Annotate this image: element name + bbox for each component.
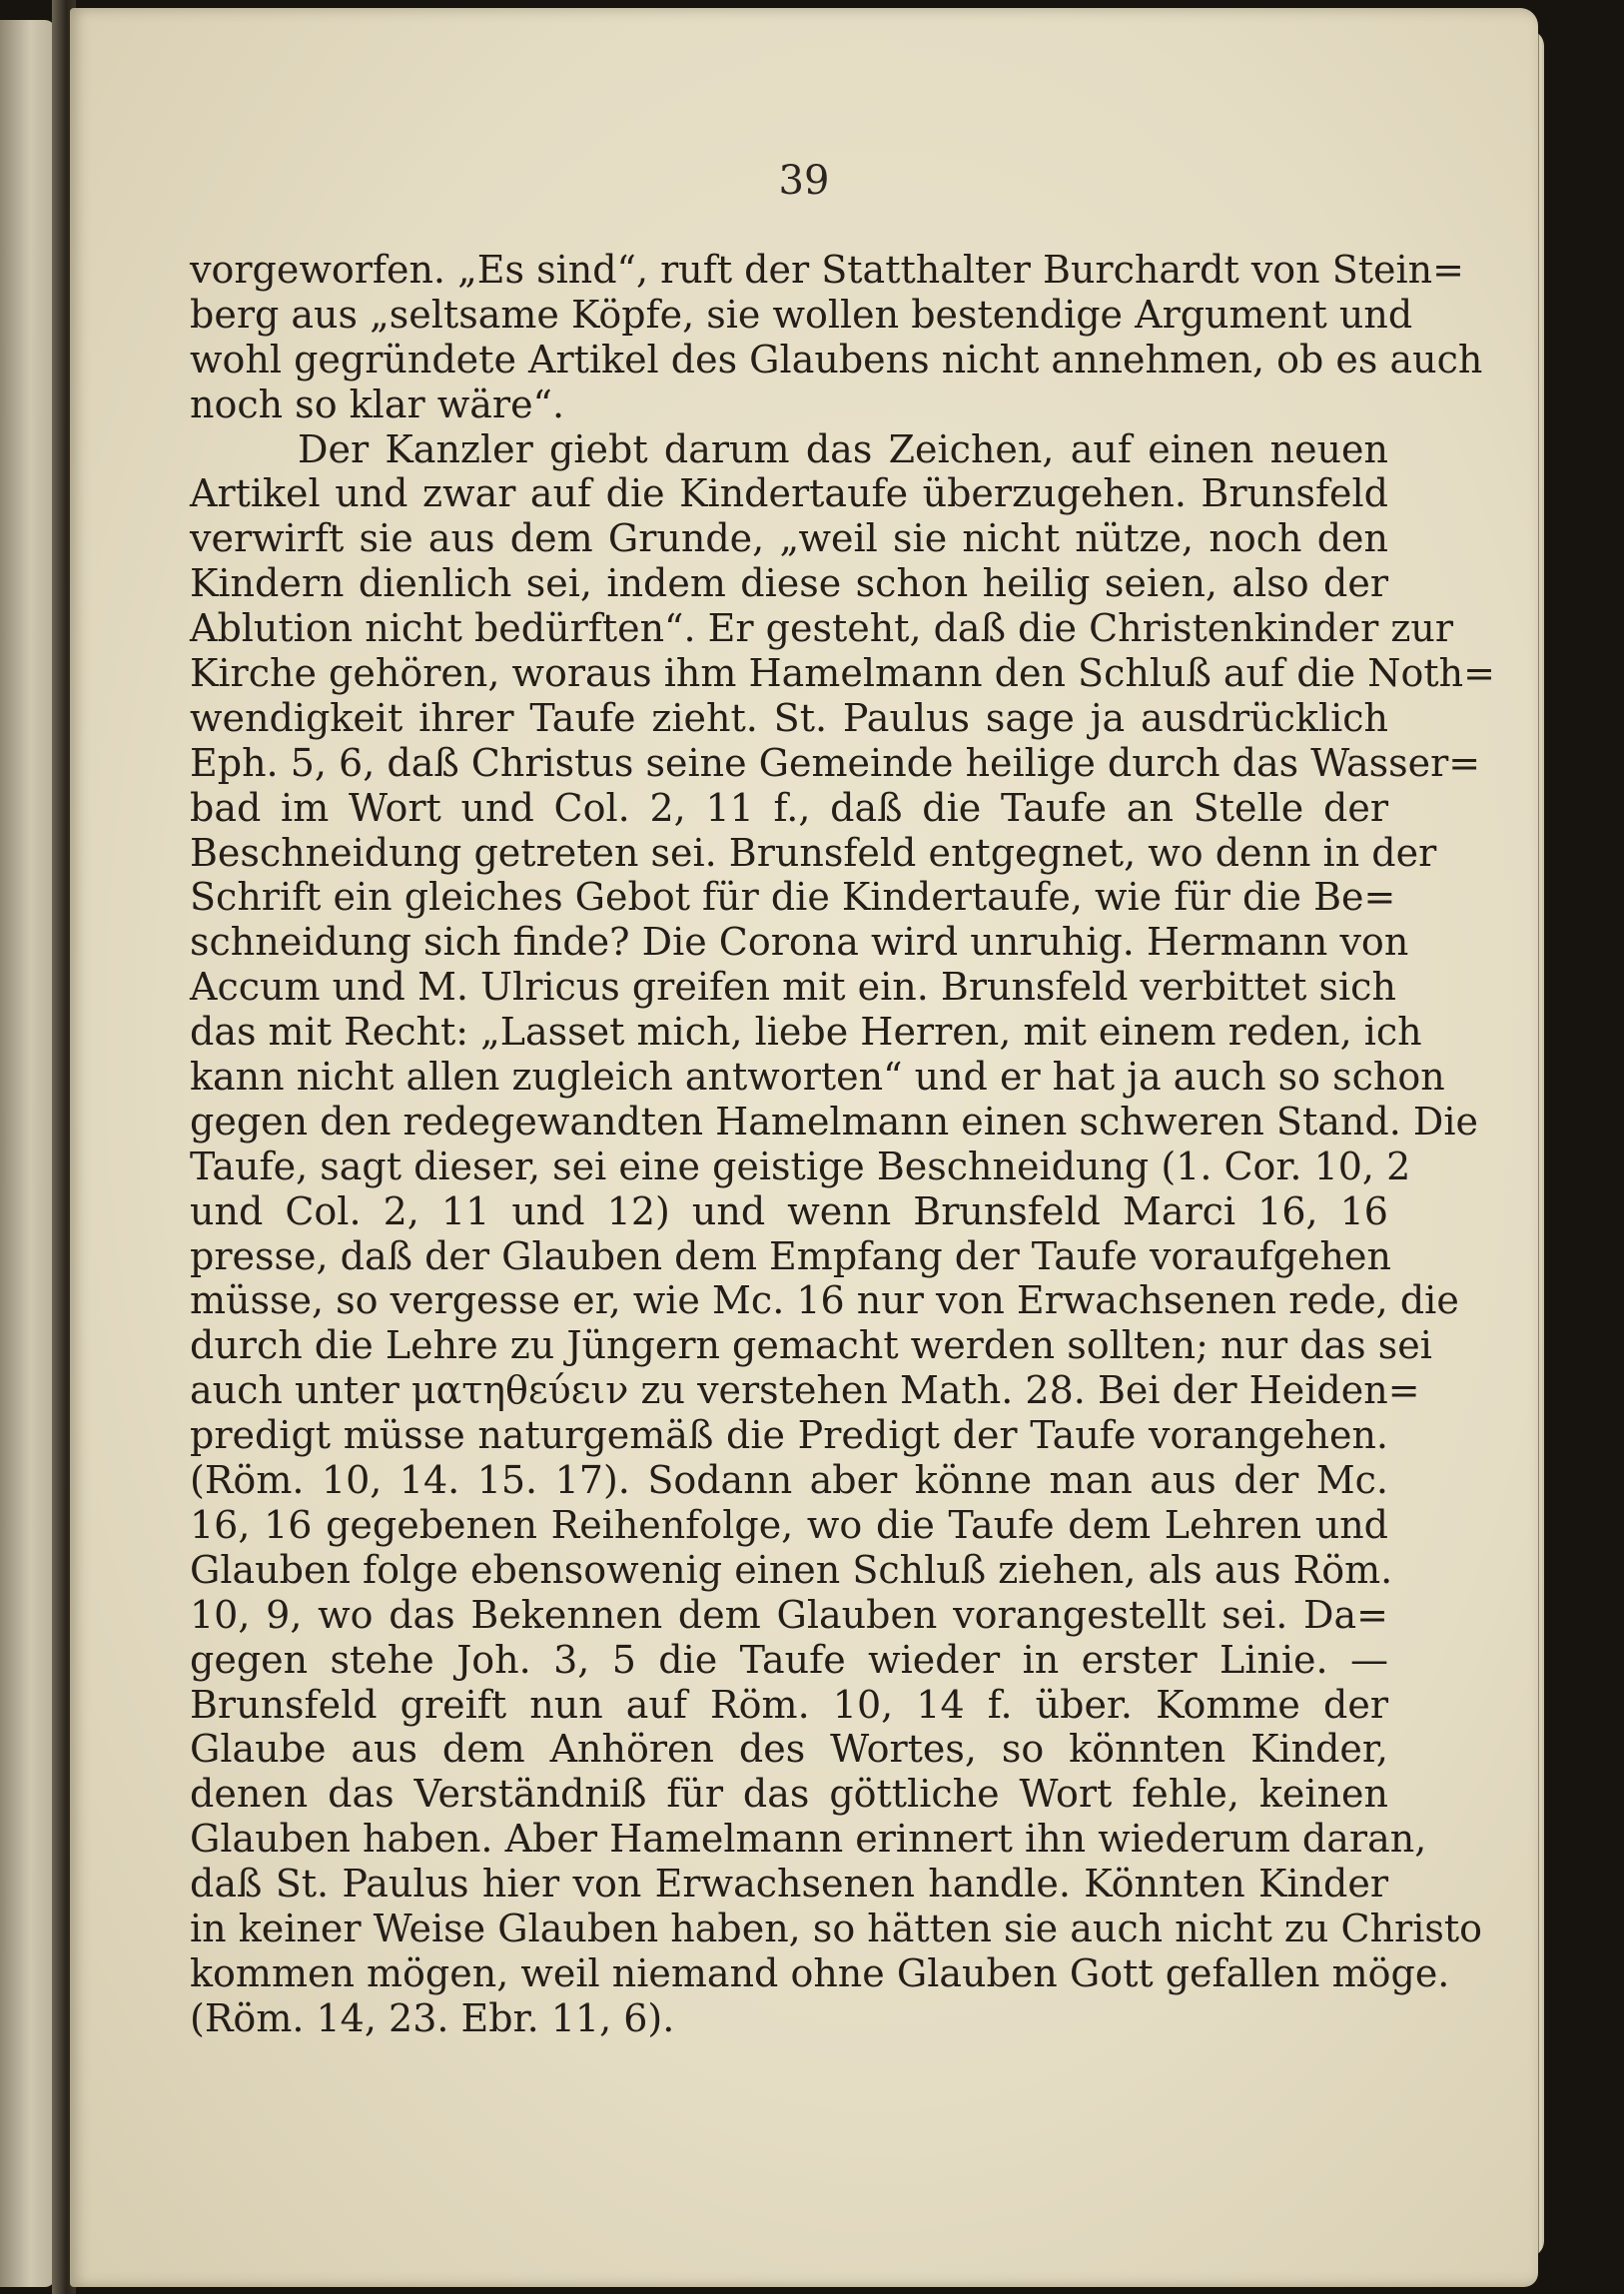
text-line: berg aus „seltsame Köpfe, sie wollen bestendige Argument und: [190, 292, 1413, 337]
text-line: Eph. 5, 6, daß Christus seine Gemeinde heilige durch das Wasser=: [190, 740, 1481, 785]
text-line: presse, daß der Glauben dem Empfang der Taufe voraufgehen: [190, 1233, 1391, 1278]
body-text: [190, 248, 1495, 2041]
text-line: vorgeworfen. „Es sind“, ruft der Statthalter Burchardt von Stein=: [190, 248, 1464, 292]
text-line: Schrift ein gleiches Gebot für die Kindertaufe, wie für die Be=: [190, 875, 1396, 920]
text-line: verwirft sie aus dem Grunde, „weil sie nicht nütze, noch den: [190, 516, 1388, 561]
text-line: in keiner Weise Glauben haben, so hätten sie auch nicht zu Christo: [190, 1906, 1483, 1950]
text-line: 16, 16 gegebenen Reihenfolge, wo die Taufe dem Lehren und: [190, 1502, 1388, 1547]
text-line: Kindern dienlich sei, indem diese schon heilig seien, also der: [190, 561, 1388, 606]
text-line: Accum und M. Ulricus greifen mit ein. Brunsfeld verbittet sich: [190, 965, 1396, 1010]
text-line: Ablution nicht bedürften“. Er gesteht, daß die Christenkinder zur: [190, 606, 1454, 651]
text-line: und Col. 2, 11 und 12) und wenn Brunsfeld Marci 16, 16: [190, 1188, 1388, 1233]
text-line: müsse, so vergesse er, wie Mc. 16 nur von Erwachsenen rede, die: [190, 1278, 1459, 1323]
text-line: noch so klar wäre“.: [190, 382, 565, 426]
text-line: Beschneidung getreten sei. Brunsfeld entgegnet, wo denn in der: [190, 830, 1437, 875]
book-page: [70, 8, 1538, 2287]
text-line: (Röm. 14, 23. Ebr. 11, 6).: [190, 1995, 675, 2040]
text-line: wohl gegründete Artikel des Glaubens nicht annehmen, ob es auch: [190, 337, 1483, 382]
text-line: Der Kanzler giebt darum das Zeichen, auf einen neuen: [298, 426, 1388, 471]
text-line: gegen stehe Joh. 3, 5 die Taufe wieder in erster Linie. —: [190, 1637, 1388, 1682]
text-line: Taufe, sagt dieser, sei eine geistige Beschneidung (1. Cor. 10, 2: [190, 1144, 1411, 1188]
text-line: schneidung sich finde? Die Corona wird unruhig. Hermann von: [190, 920, 1409, 965]
text-line: wendigkeit ihrer Taufe zieht. St. Paulus sage ja ausdrücklich: [190, 695, 1388, 740]
text-line: Glauben folge ebensowenig einen Schluß ziehen, als aus Röm.: [190, 1547, 1393, 1592]
text-line: durch die Lehre zu Jüngern gemacht werden sollten; nur das sei: [190, 1323, 1432, 1368]
text-line: Brunsfeld greift nun auf Röm. 10, 14 f. über. Komme der: [190, 1682, 1388, 1727]
left-page-edge: [0, 20, 55, 2287]
text-line: kann nicht allen zugleich antworten“ und er hat ja auch so schon: [190, 1055, 1445, 1100]
text-line: 10, 9, wo das Bekennen dem Glauben vorangestellt sei. Da=: [190, 1592, 1388, 1637]
text-line: Glaube aus dem Anhören des Wortes, so könnten Kinder,: [190, 1727, 1388, 1772]
text-line: Glauben haben. Aber Hamelmann erinnert ihn wiederum daran,: [190, 1817, 1427, 1862]
text-line: gegen den redegewandten Hamelmann einen schweren Stand. Die: [190, 1099, 1478, 1144]
text-line: kommen mögen, weil niemand ohne Glauben Gott gefallen möge.: [190, 1950, 1450, 1995]
text-line: bad im Wort und Col. 2, 11 f., daß die Taufe an Stelle der: [190, 785, 1388, 830]
text-line: predigt müsse naturgemäß die Predigt der Taufe vorangehen.: [190, 1413, 1388, 1458]
page-number: 39: [778, 158, 830, 204]
text-line: Kirche gehören, woraus ihm Hamelmann den Schluß auf die Noth=: [190, 651, 1495, 696]
text-line: auch unter ματηθεύειν zu verstehen Math. 28. Bei der Heiden=: [190, 1368, 1420, 1413]
text-line: daß St. Paulus hier von Erwachsenen handle. Könnten Kinder: [190, 1862, 1388, 1907]
text-line: (Röm. 10, 14. 15. 17). Sodann aber könne man aus der Mc.: [190, 1458, 1388, 1503]
text-line: denen das Verständniß für das göttliche Wort fehle, keinen: [190, 1772, 1388, 1817]
text-line: das mit Recht: „Lasset mich, liebe Herren, mit einem reden, ich: [190, 1010, 1422, 1055]
text-line: Artikel und zwar auf die Kindertaufe überzugehen. Brunsfeld: [190, 471, 1388, 516]
